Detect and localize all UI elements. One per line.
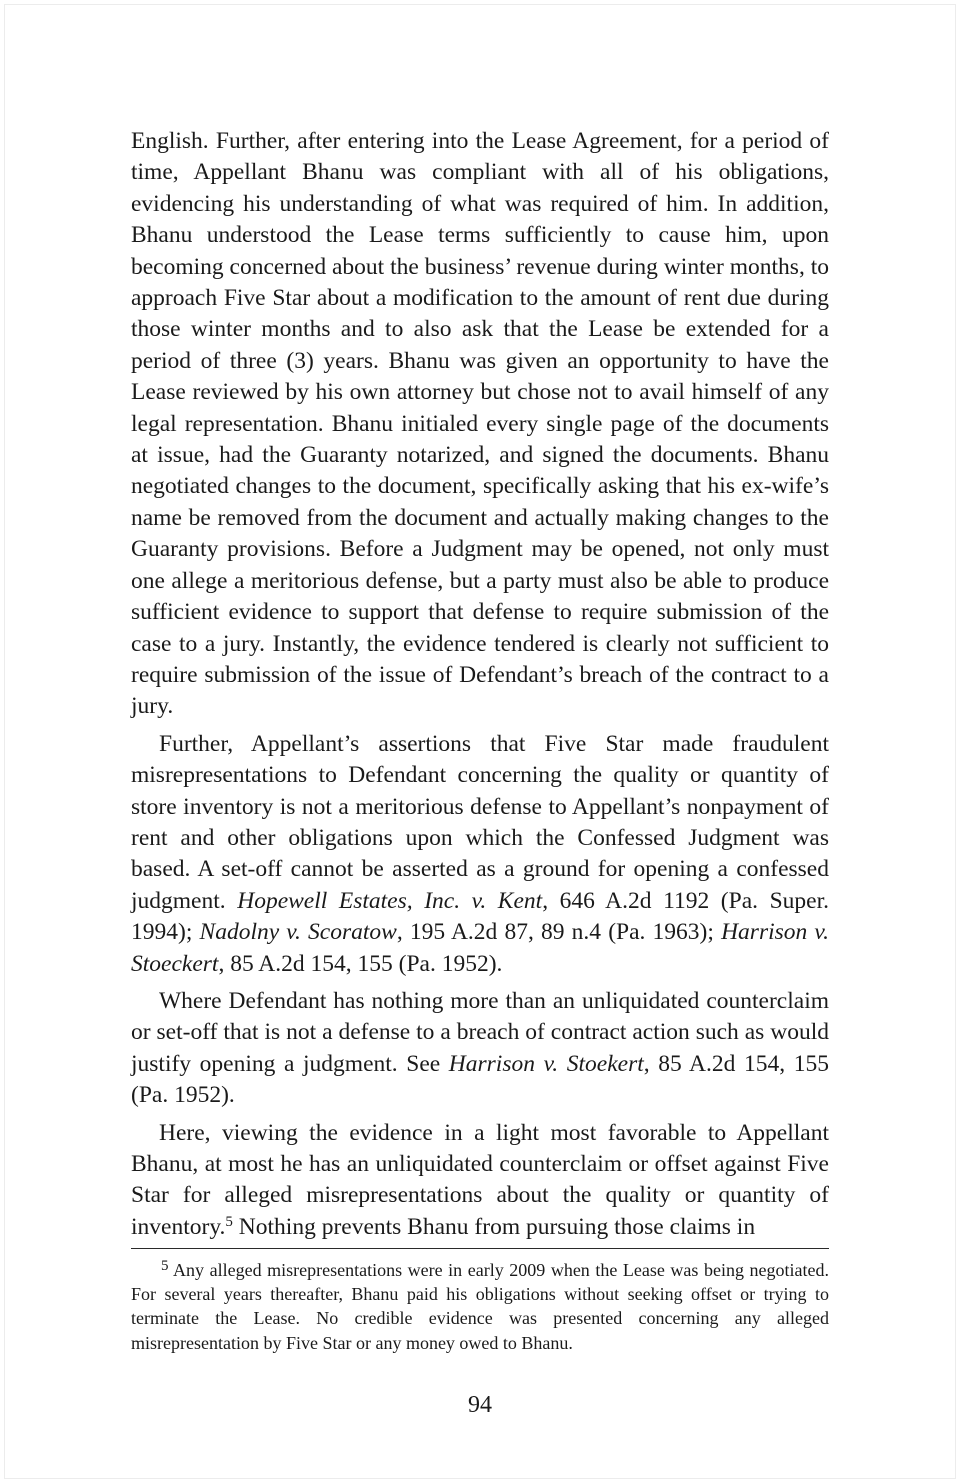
text-run: , 85 A.2d 154, 155 (Pa. 1952). [131,1050,829,1109]
paragraph [131,126,829,723]
footnote-separator [131,1248,829,1249]
text-run: , 85 A.2d 154, 155 (Pa. 1952). [218,950,503,977]
case-citation: Harrison v. Stoeckert [131,919,829,977]
footnote-marker: 5 [161,1258,169,1274]
case-citation: Nadolny v. Scoratow [199,919,397,946]
paragraph [131,1118,829,1244]
paragraph [131,729,829,980]
footnote [131,1258,829,1355]
text-run: Nothing prevents Bhanu from pursuing those claims in [232,1213,756,1240]
page-number: 94 [468,1392,492,1418]
text-run: Further, Appellant’s assertions that Five Star made fraudulent misrepresentations to Defendant concerning the quality or quantity of store inventory is not a meritorious defense to Appellant’s nonpayment of rent and other obligations upon which the Confessed Judgment was based. A set-off cannot be asserted as a ground for opening a confessed judgment. [131,730,829,914]
paragraph [131,986,829,1112]
text-run: , 646 A.2d 1192 (Pa. Super. 1994); [131,887,829,946]
text-run: English. Further, after entering into the Lease Agreement, for a period of time, Appellant Bhanu was compliant with all of his obligations, evidencing his understanding of what was required of him. In addition, Bhanu understood the Lease terms sufficiently to cause him, upon becoming concerned about the business’ revenue during winter months, to approach Five Star about a modification to the amount of rent due during those winter months and to also ask that the Lease be extended for a period of three (3) years. Bhanu was given an opportunity to have the Lease reviewed by his own attorney but chose not to avail himself of any legal representation. Bhanu initialed every single page of the documents at issue, had the Guaranty notarized, and signed the documents. Bhanu negotiated changes to the document, specifically asking that his ex-wife’s name be removed from the document and actually making changes to the Guaranty provisions. Before a Judgment may be opened, not only must one allege a meritorious defense, but a party must also be able to produce sufficient evidence to support that defense to require submission of the case to a jury. Instantly, the evidence tendered is clearly not sufficient to require submission of the issue of Defendant’s breach of the contract to a jury. [131,128,829,720]
case-citation: Hopewell Estates, Inc. v. Kent [237,887,543,914]
text-run: , 195 A.2d 87, 89 n.4 (Pa. 1963); [396,919,722,946]
body-text [131,126,829,1249]
footnote-reference: 5 [225,1213,233,1230]
case-citation: Harrison v. Stoekert [448,1050,644,1077]
text-run: Where Defendant has nothing more than an unliquidated counterclaim or set-off that is not a defense to a breach of contract action such as would justify opening a judgment. See [131,987,829,1077]
text-run: Here, viewing the evidence in a light most favorable to Appellant Bhanu, at most he has an unliquidated counterclaim or offset against Five Star for alleged misrepresentations about the quality or quantity of inventory. [131,1119,829,1240]
footnote-5 [131,1258,829,1355]
footnote-text: Any alleged misrepresentations were in early 2009 when the Lease was being negotiated. For several years thereafter, Bhanu paid his obligations without seeking offset or trying to terminate the Lease. No credible evidence was presented concerning any alleged misrepresentation by Five Star or any money owed to Bhanu. [131,1260,829,1353]
